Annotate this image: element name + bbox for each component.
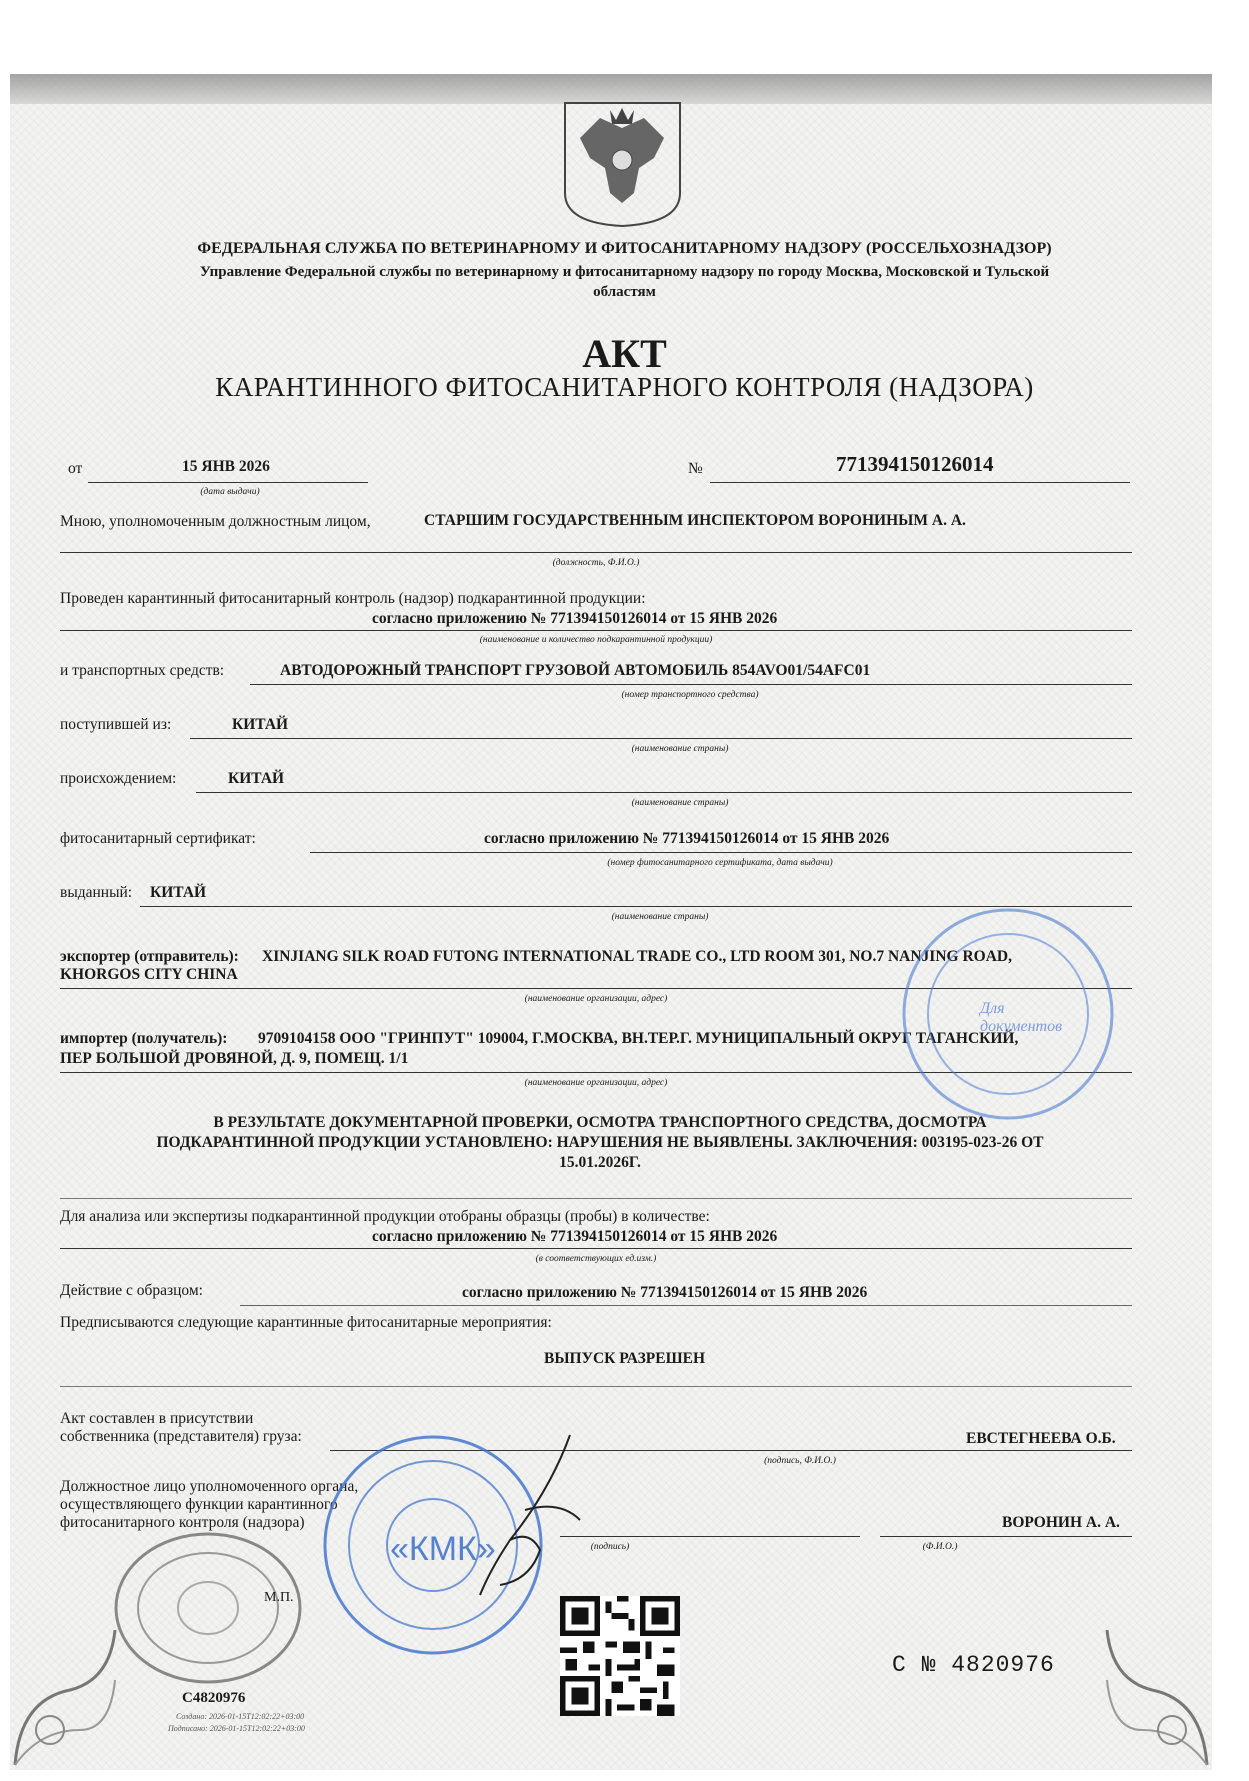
blue-stamp-text: Для документов (980, 1000, 1063, 1035)
inspector-caption: (должность, Ф.И.О.) (552, 558, 640, 568)
cert-label: фитосанитарный сертификат: (60, 830, 256, 847)
inspector-label: Мною, уполномоченным должностным лицом, (60, 513, 371, 530)
samples-underline (60, 1248, 1132, 1249)
importer-value-line-2: ПЕР БОЛЬШОЙ ДРОВЯНОЙ, Д. 9, ПОМЕЩ. 1/1 (60, 1050, 409, 1067)
date-underline (88, 482, 368, 483)
qr-code (560, 1596, 680, 1716)
origin-caption: (наименование страны) (631, 798, 729, 808)
official-label-line-2: осуществляющего функции карантинного (60, 1496, 338, 1513)
owner-caption: (подпись, Ф.И.О.) (764, 1456, 836, 1466)
number-label: № (688, 460, 703, 477)
mp-mark: М.П. (264, 1590, 294, 1605)
samples-label: Для анализа или экспертизы подкарантинной продукции отобраны образцы (пробы) в количестве: (60, 1208, 710, 1225)
sign-caption: (подпись) (590, 1542, 630, 1552)
issued-caption: (наименование страны) (611, 912, 709, 922)
created-timestamp: Создано: 2026-01-15Т12:02:22+03:00 (176, 1712, 305, 1721)
issued-label: выданный: (60, 884, 133, 901)
cert-caption: (номер фитосанитарного сертификата, дата выдачи) (607, 858, 833, 868)
sample-action-value: согласно приложению № 771394150126014 от 15 ЯНВ 2026 (462, 1284, 868, 1301)
arrived-caption: (наименование страны) (631, 744, 729, 754)
act-number: 771394150126014 (836, 452, 994, 476)
agency-name: ФЕДЕРАЛЬНАЯ СЛУЖБА ПО ВЕТЕРИНАРНОМУ И ФИТОСАНИТАРНОМУ НАДЗОРУ (РОССЕЛЬХОЗНАДЗОР) (197, 240, 1052, 257)
number-underline (710, 482, 1130, 483)
sample-action-underline (240, 1305, 1132, 1306)
issued-value: КИТАЙ (150, 884, 207, 901)
owner-name: ЕВСТЕГНЕЕВА О.Б. (966, 1430, 1116, 1447)
date-caption: (дата выдачи) (200, 487, 260, 497)
corner-ornament-bottom-right (1102, 1620, 1212, 1770)
origin-underline (196, 792, 1132, 793)
samples-value: согласно приложению № 771394150126014 от 15 ЯНВ 2026 (372, 1228, 778, 1245)
measures-label: Предписываются следующие карантинные фитосанитарные мероприятия: (60, 1314, 552, 1331)
act-subtitle: КАРАНТИННОГО ФИТОСАНИТАРНОГО КОНТРОЛЯ (НАДЗОРА) (215, 372, 1034, 402)
importer-caption: (наименование организации, адрес) (524, 1078, 668, 1088)
kmk-stamp-text: «КМК» (390, 1530, 496, 1568)
act-title: АКТ (582, 331, 667, 376)
blank-number-left: С4820976 (182, 1690, 246, 1706)
signed-timestamp: Подписано: 2026-01-15Т12:02:22+03:00 (168, 1724, 305, 1733)
blank-number-right: С № 4820976 (892, 1652, 1055, 1678)
transport-label: и транспортных средств: (60, 662, 225, 679)
coat-of-arms-emblem (560, 98, 685, 228)
signature-scribble (470, 1430, 590, 1600)
exporter-value-line-2: KHORGOS CITY CHINA (60, 966, 238, 983)
arrived-underline (190, 738, 1132, 739)
inspector-value: СТАРШИМ ГОСУДАРСТВЕННЫМ ИНСПЕКТОРОМ ВОРОНИНЫМ А. А. (424, 512, 966, 529)
cert-underline (310, 852, 1132, 853)
inspector-underline (60, 552, 1132, 553)
official-label-line-3: фитосанитарного контроля (надзора) (60, 1514, 305, 1531)
result-line-2: ПОДКАРАНТИННОЙ ПРОДУКЦИИ УСТАНОВЛЕНО: НАРУШЕНИЯ НЕ ВЫЯВЛЕНЫ. ЗАКЛЮЧЕНИЯ: 003195-023-26 ОТ (156, 1134, 1044, 1151)
department-line-1: Управление Федеральной службы по ветеринарному и фитосанитарному надзору по городу Москва, Московской и Тульской (199, 264, 1050, 280)
from-label: от (68, 460, 83, 477)
exporter-caption: (наименование организации, адрес) (524, 994, 668, 1004)
exporter-label: экспортер (отправитель): (60, 948, 239, 965)
result-line-1: В РЕЗУЛЬТАТЕ ДОКУМЕНТАРНОЙ ПРОВЕРКИ, ОСМОТРА ТРАНСПОРТНОГО СРЕДСТВА, ДОСМОТРА (213, 1114, 987, 1131)
fio-caption: (Ф.И.О.) (922, 1542, 958, 1552)
corner-ornament-bottom-left (10, 1620, 120, 1770)
official-sign-underline (560, 1536, 860, 1537)
act-date: 15 ЯНВ 2026 (182, 458, 270, 475)
measures-value: ВЫПУСК РАЗРЕШЕН (544, 1350, 705, 1367)
sample-action-label: Действие с образцом: (60, 1282, 203, 1299)
control-caption: (наименование и количество подкарантинной продукции) (479, 635, 713, 645)
result-separator (60, 1198, 1132, 1199)
importer-label: импортер (получатель): (60, 1030, 228, 1047)
official-fio-underline (880, 1536, 1132, 1537)
origin-label: происхождением: (60, 770, 177, 787)
owner-label-line-2: собственника (представителя) груза: (60, 1428, 302, 1445)
official-label-line-1: Должностное лицо уполномоченного органа, (60, 1478, 359, 1495)
origin-value: КИТАЙ (228, 770, 285, 787)
transport-caption: (номер транспортного средства) (621, 690, 759, 700)
arrived-value: КИТАЙ (232, 716, 289, 733)
department-line-2: областям (593, 284, 656, 300)
samples-caption: (в соответствующих ед.изм.) (535, 1254, 657, 1264)
measures-separator (60, 1386, 1132, 1387)
transport-underline (250, 684, 1132, 685)
arrived-label: поступившей из: (60, 716, 172, 733)
cert-value: согласно приложению № 771394150126014 от 15 ЯНВ 2026 (484, 830, 890, 847)
control-underline (60, 630, 1132, 631)
official-name: ВОРОНИН А. А. (1002, 1514, 1120, 1531)
importer-value-line-1: 9709104158 ООО "ГРИНПУТ" 109004, Г.МОСКВА, ВН.ТЕР.Г. МУНИЦИПАЛЬНЫЙ ОКРУГ ТАГАНСКИЙ, (258, 1030, 1019, 1047)
owner-label-line-1: Акт составлен в присутствии (60, 1410, 254, 1427)
transport-value: АВТОДОРОЖНЫЙ ТРАНСПОРТ ГРУЗОВОЙ АВТОМОБИЛЬ 854AVO01/54AFC01 (280, 662, 871, 679)
exporter-value-line-1: XINJIANG SILK ROAD FUTONG INTERNATIONAL TRADE CO., LTD ROOM 301, NO.7 NANJING ROAD, (262, 948, 1012, 965)
control-label: Проведен карантинный фитосанитарный контроль (надзор) подкарантинной продукции: (60, 590, 646, 607)
control-value: согласно приложению № 771394150126014 от 15 ЯНВ 2026 (372, 610, 778, 627)
result-line-3: 15.01.2026Г. (559, 1154, 641, 1171)
official-seal-grey (108, 1528, 308, 1688)
